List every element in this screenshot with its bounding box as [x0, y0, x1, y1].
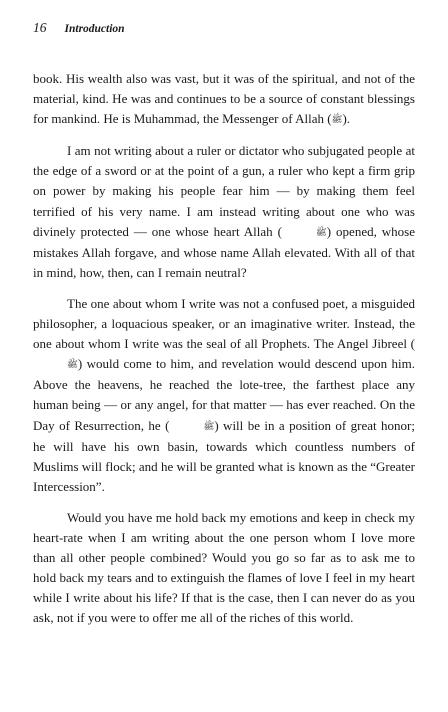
honorific-glyph: ﷺ	[203, 421, 215, 432]
paragraph-1	[33, 69, 415, 130]
paragraph-text: ).	[342, 111, 351, 127]
book-page	[33, 20, 415, 628]
paragraph-2	[33, 141, 415, 283]
paragraph-text: ) opened, whose mistakes Allah forgave, and whose name Allah elevated. With all of that in mind, how, then, can I remain neutral?	[33, 223, 415, 280]
paragraph-text: Would you have me hold back my emotions and keep in check my heart-rate when I am writing about the one person whom I love more than all other people combined? Would you go so far as to ask me to hold back my tears and to extinguish the flames of love I feel in my heart while I write about his life? If that is the case, then I can never do as you ask, not if you were to offer me all of the riches of this world.	[33, 509, 415, 626]
paragraph-4	[33, 508, 415, 629]
honorific-glyph: ﷺ	[315, 227, 327, 238]
page-number: 16	[33, 20, 47, 35]
paragraph-text: The one about whom I write was not a confused poet, a misguided philosopher, a loquacious speaker, or an imaginative writer. Instead, the one about whom I write was the seal of all Prophets. The Angel Jibreel (	[33, 295, 415, 352]
honorific-glyph: ﷺ	[67, 360, 78, 371]
running-header	[33, 20, 415, 36]
paragraph-text: I am not writing about a ruler or dictator who subjugated people at the edge of a sword or at the point of a gun, a ruler who kept a firm grip on power by making his people fear him — by making them feel terrified of his very name. I am instead writing about one who was divinely protected — one whose heart Allah (	[33, 143, 415, 239]
paragraph-text: book. His wealth also was vast, but it was of the spiritual, and not of the material, kind. He was and continues to be a source of constant blessings for mankind. He is Muhammad, the Messenger of Allah (	[33, 71, 415, 127]
paragraph-3	[33, 294, 415, 497]
section-title: Introduction	[64, 23, 125, 35]
honorific-glyph: ﷺ	[331, 115, 343, 126]
paragraph-text: ) would come to him, and revelation would descend upon him. Above the heavens, he reached the lote-tree, the farthest place any human being — or any angel, for that matter — has ever reached. On the Day of Resurrection, he (	[33, 356, 415, 433]
paragraph-text: ) will be in a position of great honor; he will have his own basin, towards which countless numbers of Muslims will flock; and he will be granted what is known as the “Greater Intercession”.	[33, 417, 415, 494]
